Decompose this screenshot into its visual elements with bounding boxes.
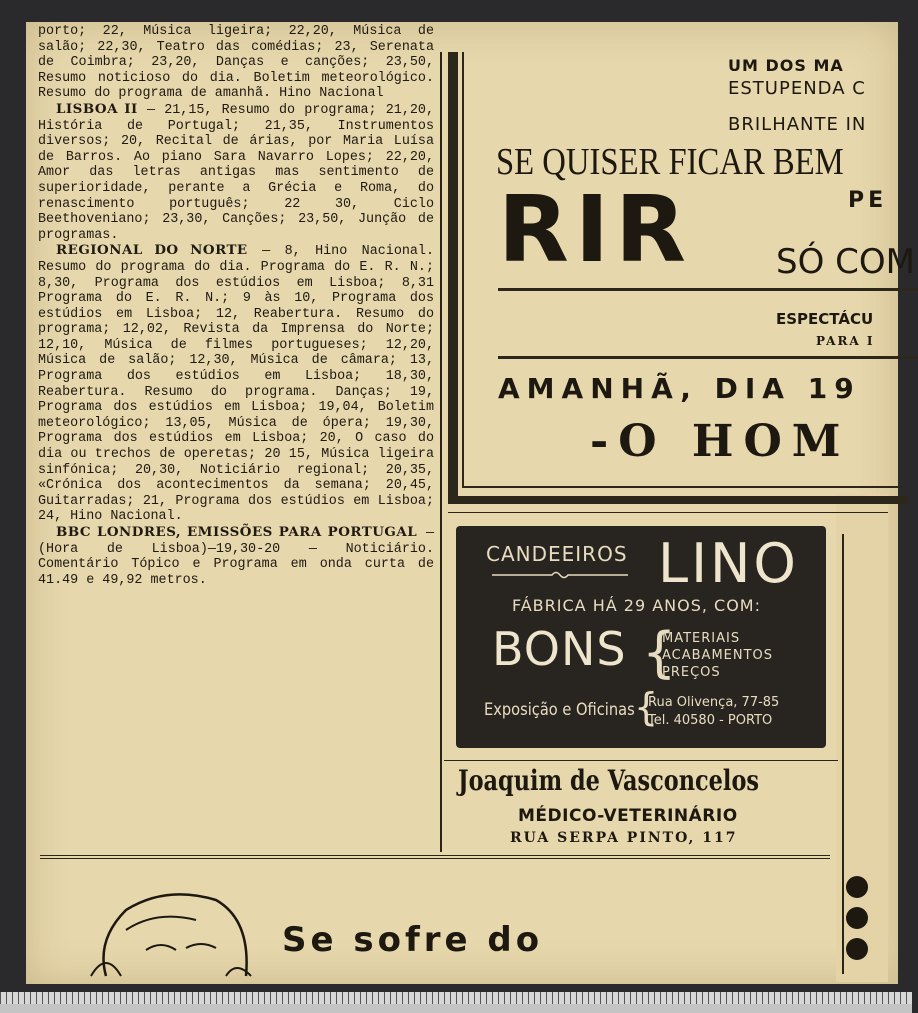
lino-candeeiros: CANDEEIROS — [486, 542, 628, 566]
program-text-bbc: —(Hora de Lisboa)—19,30-20 — Noticiário. Comentário Tópico e Programa em onda curta de 41.49 e 49,92 metros. — [38, 526, 434, 588]
radio-program-column — [38, 24, 434, 588]
dot-icon — [846, 907, 868, 929]
lino-exposicao: Exposição e Oficinas — [484, 700, 635, 720]
section-divider — [444, 760, 838, 761]
program-paragraph-lisboa — [38, 102, 434, 243]
lino-bons: BONS — [492, 622, 627, 676]
face-illustration-icon — [86, 880, 256, 980]
program-paragraph-porto: porto; 22, Música ligeira; 22,20, Música de salão; 22,30, Teatro das comédias; 23, Serenata de Coimbra; 23,20, Danças e canções; 23,50, Resumo noticioso do dia. Boletim meteorológico. Resumo do programa de amanhã. Hino Nacional — [38, 24, 434, 102]
dot-icon — [846, 876, 868, 898]
vet-address: RUA SERPA PINTO, 117 — [510, 830, 738, 846]
lino-qualities — [662, 630, 773, 681]
ad-line: ESTUPENDA C — [728, 78, 866, 99]
lino-precos: PREÇOS — [662, 665, 721, 680]
ad-title: -O HOM — [590, 416, 851, 467]
program-paragraph-regional — [38, 243, 434, 525]
scan-ruler-band — [0, 1004, 912, 1013]
brace-icon: { — [642, 621, 677, 684]
vet-role: MÉDICO-VETERINÁRIO — [518, 806, 738, 826]
program-text-lisboa: — 21,15, Resumo do programa; 21,20, História de Portugal; 21,35, Instrumentos diversos; 20, Recital de árias, por Maria Luísa de Barros. Ao piano Sara Navarro Lopes; 22,20, Amor das letras antigas mas sentimento de superioridade, perante a Grécia e Roma, do renascimento português; 22 30, Ciclo Beethoveniano; 23,30, Canções; 23,50, Junção de programas. — [38, 102, 434, 243]
station-heading-lisboa: LISBOA II — [56, 100, 138, 117]
ad-date: AMANHÃ, DIA 19 — [498, 372, 861, 405]
wave-ornament-icon — [492, 570, 628, 580]
ad-tagline: SE QUISER FICAR BEM — [496, 141, 844, 183]
lino-fabrica: FÁBRICA HÁ 29 ANOS, COM: — [512, 596, 761, 615]
column-divider — [440, 52, 442, 852]
rir-advertisement — [448, 52, 915, 504]
lino-brand: LINO — [658, 532, 799, 595]
lino-advertisement — [456, 526, 826, 748]
ad-line: UM DOS MA — [728, 56, 844, 75]
ad-rule — [498, 288, 918, 291]
program-text-regional: — 8, Hino Nacional. Resumo do programa do dia. Programa do E. R. N.; 8,30, Programa dos estúdios em Lisboa; 8,31 Programa do E. R. N.; 9 às 10, Programa dos estúdios em Lisboa; 12, Reabertura. Resumo do programa; 12,02, Revista da Imprensa do Norte; 12,10, Música de filmes portugueses; 12,20, Música de salão; 12,30, Música de câmara; 13, Programa dos estúdios em Lisboa; 18,30, Reabertura. Resumo do programa. Danças; 19, Programa dos estúdios em Lisboa; 19,04, Boletim meteorológico; 13,05, Música de ópera; 19,30, Programa dos estúdios em Lisboa; 20, O caso do dia ou trechos de operetas; 20 15, Música ligeira sinfónica; 20,30, Noticiário regional; 20,35, «Crónica dos acontecimentos da semana; 20,45, Guitarradas; 21, Programa dos estúdios em Lisboa; 24, Hino Nacional. — [38, 244, 434, 525]
section-divider — [40, 855, 830, 856]
lino-materiais: MATERIAIS — [662, 631, 741, 646]
ad-line: PE — [848, 188, 888, 213]
lino-acabamentos: ACABAMENTOS — [662, 648, 774, 663]
sofre-ad-headline: Se sofre do — [282, 920, 544, 960]
lino-rua: Rua Olivença, 77-85 — [648, 695, 780, 710]
station-heading-bbc: BBC LONDRES, EMISSÕES PARA PORTUGAL — [56, 524, 418, 540]
section-divider — [448, 512, 888, 513]
ad-line: ESPECTÁCU — [776, 310, 874, 328]
ad-headline: RIR — [498, 176, 692, 283]
ad-line: BRILHANTE IN — [728, 114, 867, 135]
ad-line: SÓ COM — [776, 242, 915, 282]
vet-name: Joaquim de Vasconcelos — [458, 764, 759, 797]
section-divider-2 — [40, 858, 830, 859]
station-heading-regional: REGIONAL DO NORTE — [56, 242, 248, 259]
lino-address — [648, 694, 779, 730]
ad-rule — [498, 356, 918, 359]
bullet-dots — [846, 876, 874, 969]
ad-line: PARA I — [816, 334, 875, 348]
dot-icon — [846, 938, 868, 960]
program-paragraph-bbc — [38, 525, 434, 588]
brace-icon: { — [634, 685, 659, 729]
lino-tel: Tel. 40580 - PORTO — [648, 713, 773, 728]
column-divider — [842, 534, 844, 974]
